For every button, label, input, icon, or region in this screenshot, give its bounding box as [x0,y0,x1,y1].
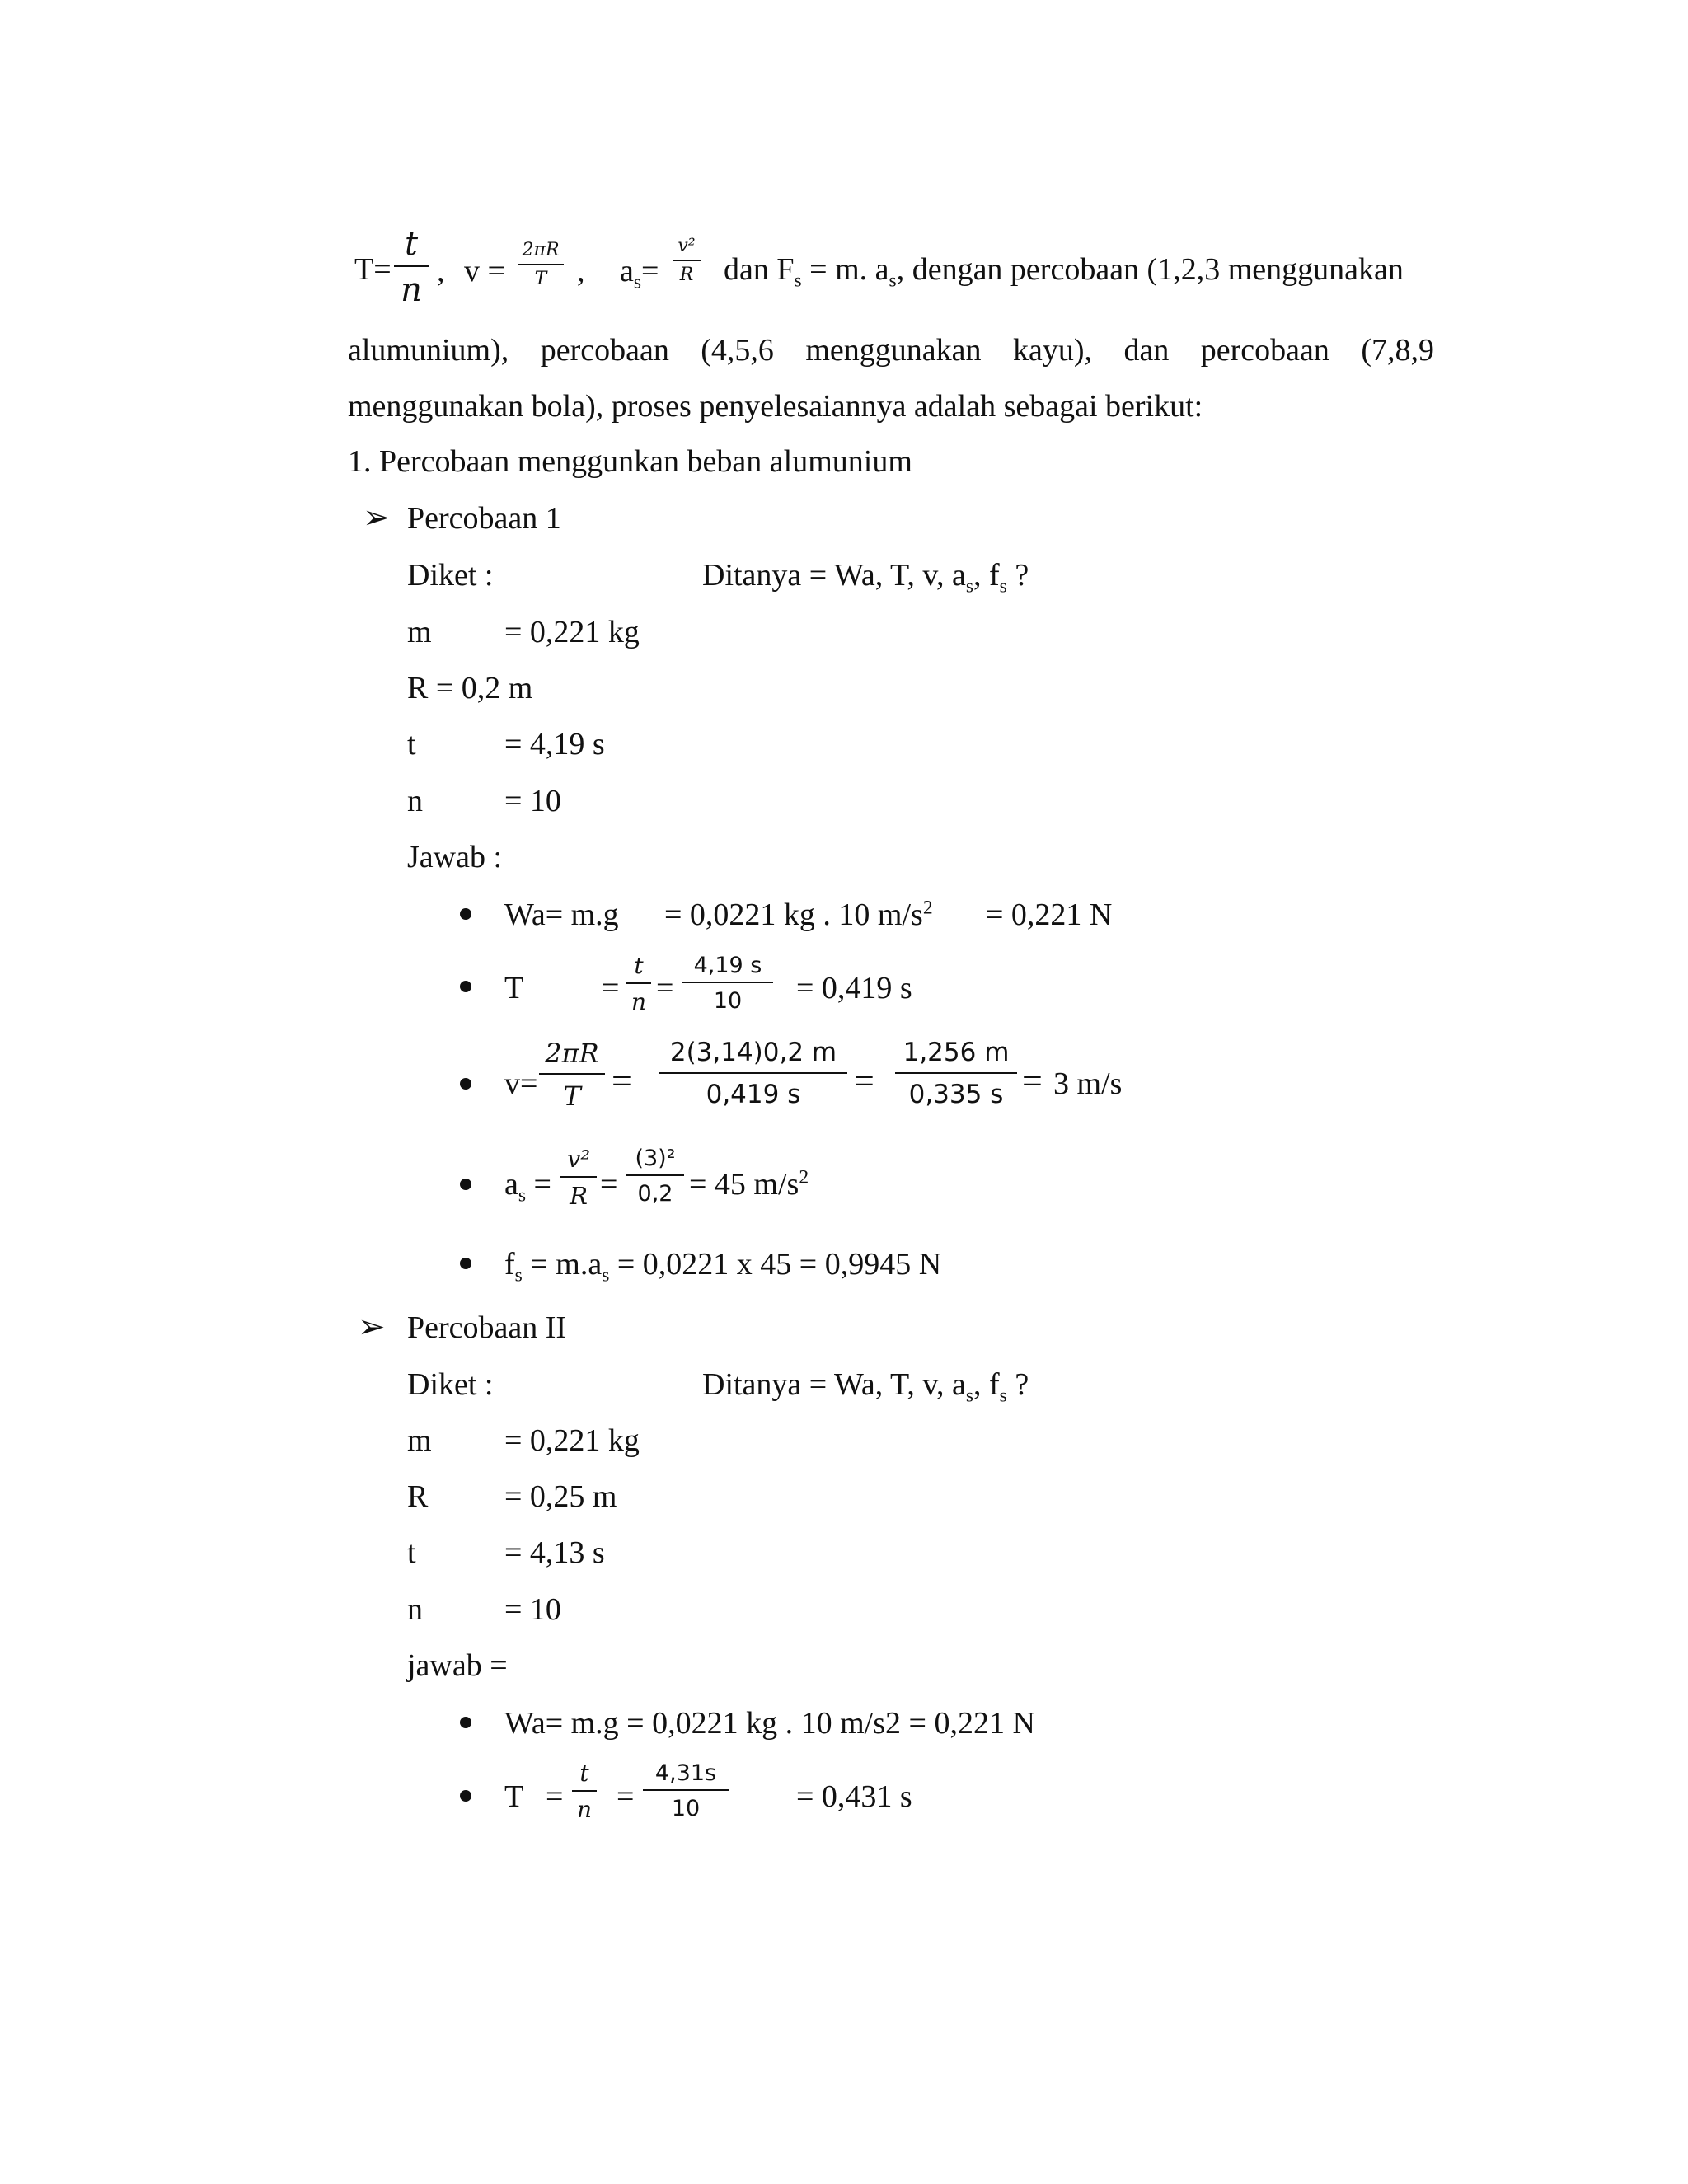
exp1-v-frac1: 2πR T [539,1040,605,1109]
bullet-icon [460,1717,471,1728]
fraction-t-over-n: t n [394,227,429,307]
exp2-T-frac1: t n [572,1762,597,1821]
exp1-n-label: n [407,784,423,818]
exp1-v-frac2: 2(3,14)0,2 m 0,419 s [659,1040,847,1108]
section-heading: 1. Percobaan menggunkan beban alumunium [348,444,912,479]
exp2-T-eq1: = [546,1779,564,1814]
exp1-wa-c: = 0,221 N [986,898,1113,932]
exp2-diket: Diket : [407,1367,494,1402]
exp2-R-label: R [407,1479,429,1514]
exp1-v-eq1: = [612,1061,632,1101]
exp1-T-frac1: t n [626,954,651,1014]
exp2-m-value: = 0,221 kg [504,1423,640,1458]
exp1-v-eq2: = [854,1061,874,1101]
bullet-icon [460,1790,471,1802]
exp1-as-frac2: (3)² 0,2 [626,1147,684,1205]
bullet-icon [460,908,471,920]
intro-line3: menggunakan bola), proses penyelesaiannya adalah sebagai berikut: [348,389,1203,424]
exp1-title: Percobaan 1 [407,501,561,536]
fraction-v2-over-R: v² R [673,237,701,284]
bullet-icon [460,1258,471,1269]
exp2-t-label: t [407,1535,416,1570]
exp1-T-eq1: = [602,971,620,1005]
exp2-R-value: = 0,25 m [504,1479,617,1514]
exp2-n-value: = 10 [504,1592,561,1627]
exp1-v-label: v= [504,1066,538,1101]
exp2-n-label: n [407,1592,423,1627]
exp1-t-label: t [407,727,416,762]
exp1-n-value: = 10 [504,784,561,818]
formula-as-lhs: $a_s=$ [620,254,659,293]
arrow-bullet-icon: ➢ [358,1308,386,1346]
exp1-R-line: R = 0,2 m [407,671,533,705]
exp1-m-label: m [407,615,432,649]
exp1-wa-a: Wa= m.g [504,898,619,932]
exp1-T-frac2: 4,19 s 10 [682,954,773,1012]
exp2-T-eq2: = [617,1779,635,1814]
bullet-icon [460,981,471,992]
exp1-jawab: Jawab : [407,840,503,874]
exp2-wa-line: Wa= m.g = 0,0221 kg . 10 m/s2 = 0,221 N [504,1706,1035,1741]
intro-line1-tail: dan $F_s = m$. $a_s$, dengan percobaan (1,2,3 menggunakan [724,252,1404,292]
exp1-t-value: = 4,19 s [504,727,605,762]
intro-line2: alumunium), percobaan (4,5,6 menggunakan kayu), dan percobaan (7,8,9 [348,333,1434,368]
exp2-T-label: T [504,1779,524,1814]
exp1-T-result: = 0,419 s [796,971,912,1005]
exp1-v-result: 3 m/s [1053,1066,1123,1101]
comma: , [577,254,585,288]
exp1-T-eq2: = [656,971,674,1005]
exp2-jawab: jawab = [407,1648,508,1683]
exp2-t-value: = 4,13 s [504,1535,605,1570]
fraction-2piR-over-T: 2πR T [518,241,564,288]
formula-T-lhs: T= [354,252,392,287]
exp1-wa-b: = 0,0221 kg . 10 $m/s^2$ [664,897,933,932]
bullet-icon [460,1078,471,1090]
exp2-T-frac2: 4,31s 10 [643,1762,729,1820]
exp1-m-value: = 0,221 kg [504,615,640,649]
exp2-ditanya: Ditanya = Wa, T, v, $a_s$, $f_s$ ? [702,1367,1029,1407]
exp1-as-frac1: v² R [560,1147,597,1208]
exp1-fs-line: $f_s = m.a_s = 0,0221$ x 45 = 0,9945 N [504,1247,942,1286]
arrow-bullet-icon: ➢ [363,499,391,537]
formula-v-lhs: v = [464,254,505,288]
exp2-m-label: m [407,1423,432,1458]
exp2-T-result: = 0,431 s [796,1779,912,1814]
exp1-as-eq2: = [600,1167,618,1202]
exp1-v-eq3: = [1022,1061,1043,1101]
exp1-T-label: T [504,971,524,1005]
exp2-title: Percobaan II [407,1310,567,1345]
exp1-as-result: = 45 $m/s^2$ [689,1166,809,1202]
exp1-v-frac3: 1,256 m 0,335 s [895,1040,1017,1108]
exp1-diket: Diket : [407,558,494,593]
exp1-ditanya: Ditanya = Wa, T, v, $a_s$, $f_s$ ? [702,558,1029,598]
bullet-icon [460,1179,471,1190]
comma: , [437,254,445,288]
exp1-as-label: $a_s$ = [504,1167,551,1207]
